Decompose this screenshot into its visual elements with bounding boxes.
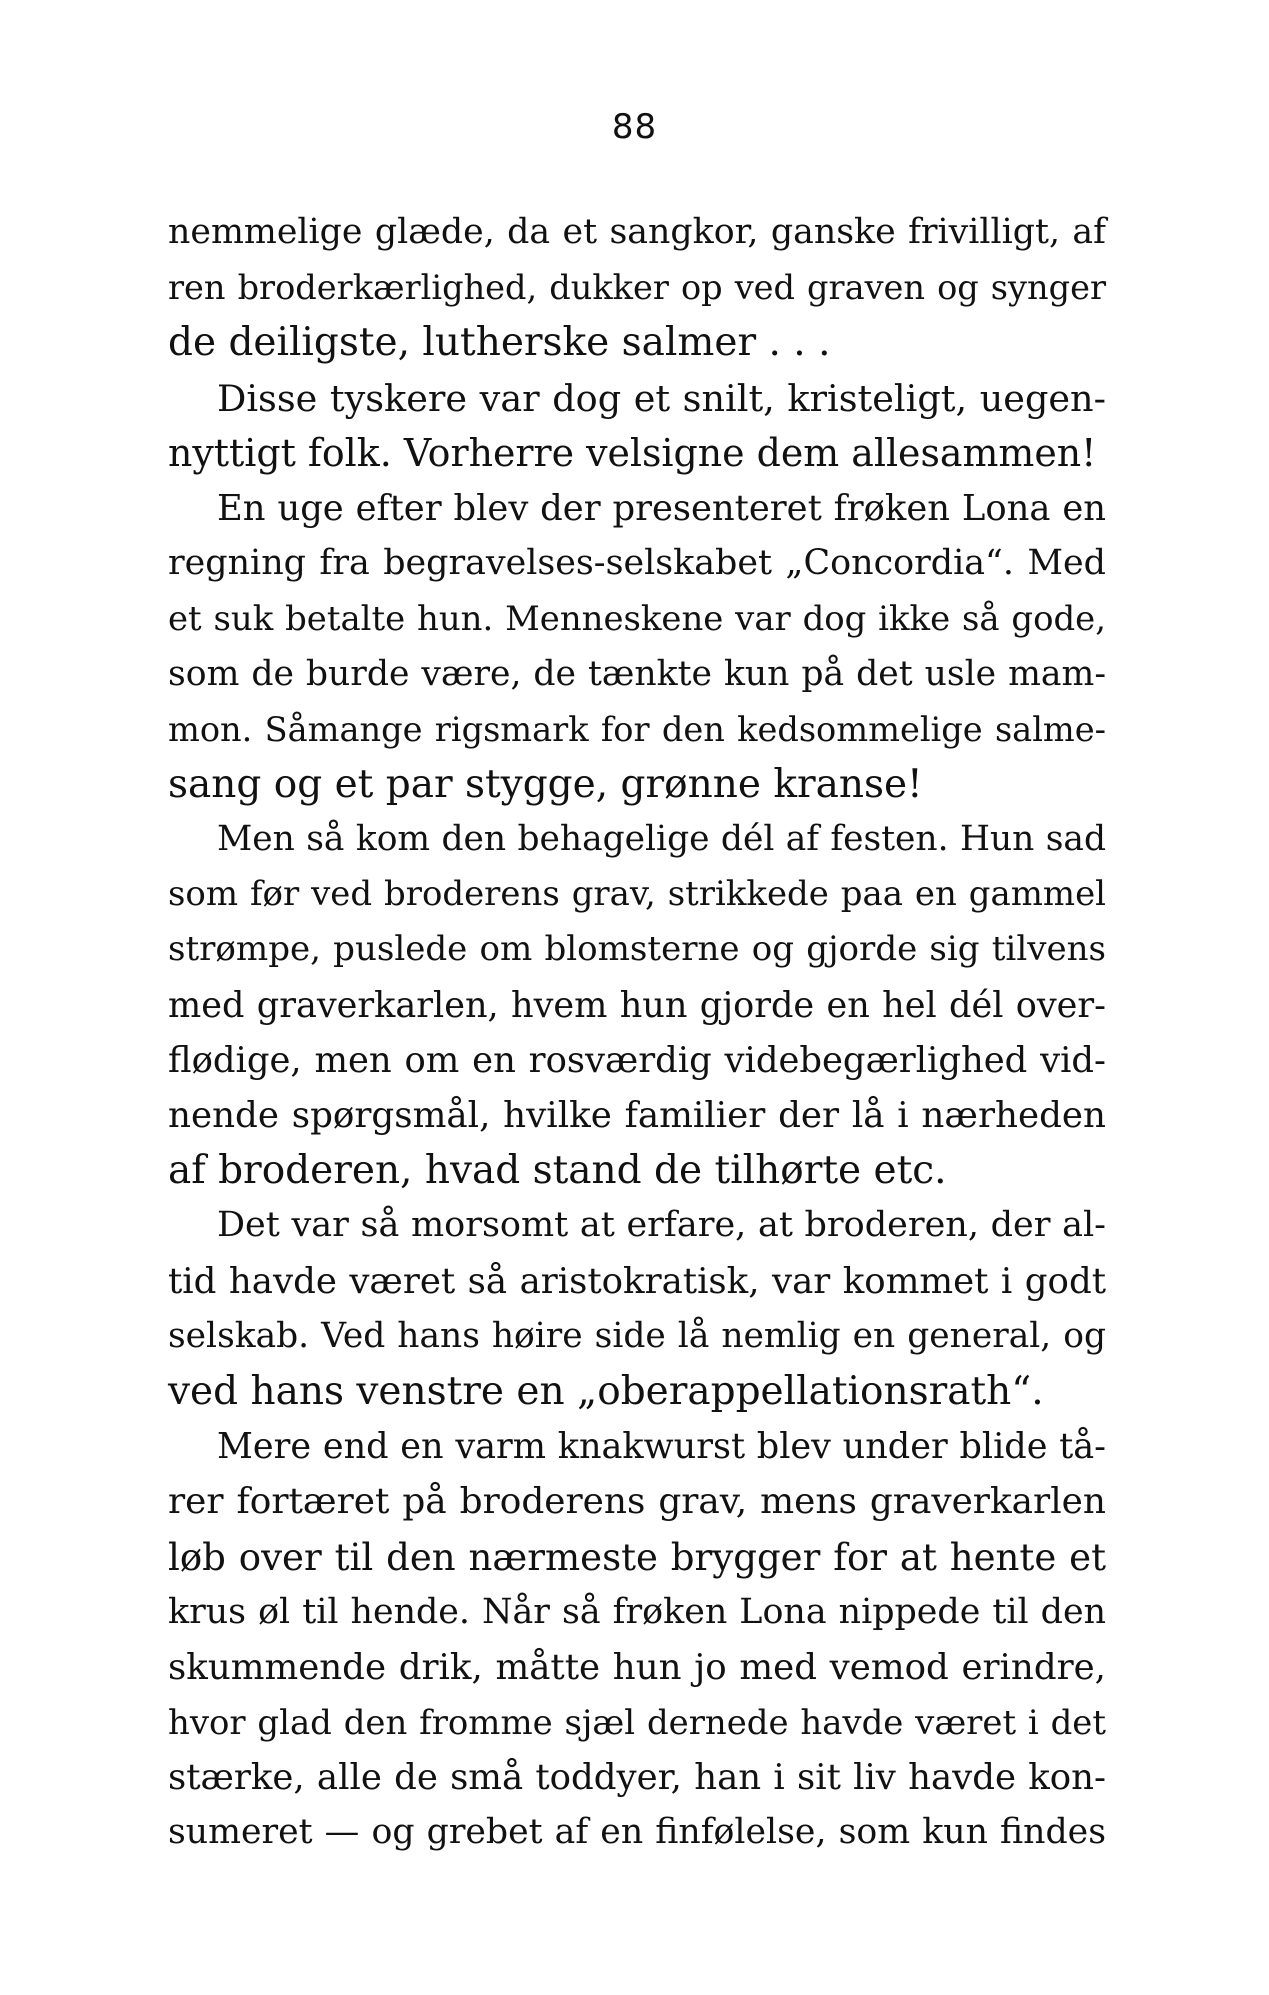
text-line: som de burde være, de tænkte kun på det usle mam- bbox=[168, 653, 1106, 694]
text-line: skummende drik, måtte hun jo med vemod erindre, bbox=[168, 1646, 1106, 1688]
text-line: En uge efter blev der presenteret frøken Lona en bbox=[217, 487, 1106, 529]
text-line: ren broderkærlighed, dukker op ved graven og synger bbox=[168, 268, 1106, 308]
text-line: rer fortæret på broderens grav, mens graverkarlen bbox=[168, 1481, 1106, 1523]
text-line: Disse tyskere var dog et snilt, kristeligt, uegen- bbox=[217, 376, 1106, 420]
text-line: ved hans venstre en „oberappellationsrath“. bbox=[168, 1368, 1044, 1414]
text-line: sumeret — og grebet af en finfølelse, som kun findes bbox=[168, 1812, 1106, 1853]
text-line: Det var så morsomt at erfare, at broderen, der al- bbox=[217, 1205, 1106, 1246]
text-line: nemmelige glæde, da et sangkor, ganske frivilligt, af bbox=[168, 212, 1106, 252]
text-line: stærke, alle de små toddyer, han i sit liv havde kon- bbox=[168, 1757, 1106, 1799]
body-text bbox=[168, 205, 1106, 1861]
text-line: Men så kom den behagelige dél af festen. Hun sad bbox=[217, 819, 1106, 860]
text-line: tid havde været så aristokratisk, var kommet i godt bbox=[168, 1260, 1106, 1302]
text-line: flødige, men om en rosværdig videbegærlighed vid- bbox=[168, 1039, 1106, 1081]
text-line: nende spørgsmål, hvilke familier der lå i nærheden bbox=[168, 1095, 1106, 1136]
text-line: strømpe, puslede om blomsterne og gjorde sig tilvens bbox=[168, 929, 1106, 970]
text-line: Mere end en varm knakwurst blev under blide tå- bbox=[217, 1426, 1106, 1468]
text-line: krus øl til hende. Når så frøken Lona nippede til den bbox=[168, 1591, 1106, 1632]
text-line: af broderen, hvad stand de tilhørte etc. bbox=[168, 1148, 947, 1194]
text-line: som før ved broderens grav, strikkede paa en gammel bbox=[168, 875, 1106, 915]
text-line: regning fra begravelses-selskabet „Concordia“. Med bbox=[168, 543, 1106, 584]
text-line: nyttigt folk. Vorherre velsigne dem allesammen! bbox=[168, 430, 1097, 475]
text-line: med graverkarlen, hvem hun gjorde en hel dél over- bbox=[168, 984, 1106, 1026]
text-line: sang og et par stygge, grønne kranse! bbox=[168, 761, 923, 807]
text-line: et suk betalte hun. Menneskene var dog ikke så gode, bbox=[168, 599, 1106, 639]
text-line: hvor glad den fromme sjæl dernede havde været i det bbox=[168, 1703, 1106, 1743]
text-line: mon. Såmange rigsmark for den kedsommelige salme- bbox=[168, 709, 1106, 749]
text-line: selskab. Ved hans høire side lå nemlig en general, og bbox=[168, 1315, 1106, 1356]
page-number: 88 bbox=[611, 107, 658, 147]
text-line: løb over til den nærmeste brygger for at hente et bbox=[168, 1535, 1106, 1579]
text-line: de deiligste, lutherske salmer . . . bbox=[168, 320, 831, 366]
